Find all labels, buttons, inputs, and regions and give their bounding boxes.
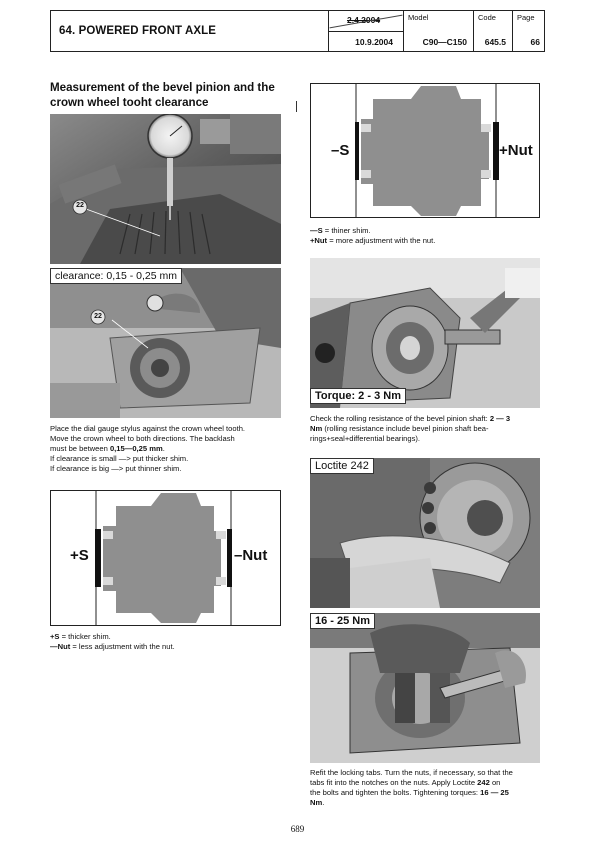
page-number: 689 — [290, 824, 305, 834]
model-cell: Model C90—C150 — [403, 11, 473, 51]
text-thicker-shim: +S = thicker shim. —Nut = less adjustment with the nut. — [50, 632, 175, 651]
diagram-thinner-shim — [310, 83, 540, 218]
loctite-caption: Loctite 242 — [310, 458, 374, 474]
diagram-thicker-shim — [50, 490, 281, 626]
label-minus-s: –S — [331, 142, 350, 159]
text-thinner-shim: —S = thiner shim. +Nut = more adjustment with the nut. — [310, 226, 436, 245]
tightening-caption: 16 - 25 Nm — [310, 613, 375, 629]
revision-date: 10.9.2004 — [355, 37, 393, 47]
callout-22-b: 22 — [94, 313, 102, 320]
page-value: 66 — [530, 37, 540, 47]
label-minus-nut: –Nut — [234, 547, 268, 564]
page-cell: Page 66 — [512, 11, 546, 51]
clearance-caption: clearance: 0,15 - 0,25 mm — [50, 268, 182, 284]
torque-caption: Torque: 2 - 3 Nm — [310, 388, 406, 404]
photo-tightening — [310, 613, 540, 763]
photo-clearance — [50, 268, 281, 418]
header-table — [50, 10, 545, 52]
code-value: 645.5 — [484, 37, 506, 47]
code-cell: Code 645.5 — [473, 11, 512, 51]
photo-loctite — [310, 458, 540, 608]
text-rolling-resistance: Check the rolling resistance of the bevel pinion shaft: 2 — 3 Nm (rolling resistance include bevel pinion shaft bea- rings+seal+differential bearings). — [310, 414, 511, 443]
text-refit: Refit the locking tabs. Turn the nuts, if necessary, so that the tabs fit into the notches on the nuts. Apply Loctite 242 on the bolts and tighten the bolts. Tightening torques: 16 — 25 Nm. — [310, 768, 513, 807]
label-plus-nut: +Nut — [499, 142, 533, 159]
old-date: 2.4.2004 — [347, 15, 381, 25]
photo-rolling-resistance — [310, 258, 540, 408]
text-dial-gauge: Place the dial gauge stylus against the crown wheel tooth. Move the crown wheel to both directions. The backlash must be between 0,15—0,25 mm. If clearance is small —> put thicker shim. If clearance is big —> put thinner shim. — [50, 424, 246, 473]
model-value: C90—C150 — [422, 37, 467, 47]
photo-dial-gauge — [50, 114, 281, 264]
label-plus-s: +S — [70, 547, 89, 564]
section-title: Measurement of the bevel pinion and the crown wheel tooht clearance — [50, 81, 275, 109]
date-cell — [328, 11, 403, 51]
callout-22: 22 — [76, 202, 84, 209]
chapter-title: 64. POWERED FRONT AXLE — [59, 25, 217, 37]
